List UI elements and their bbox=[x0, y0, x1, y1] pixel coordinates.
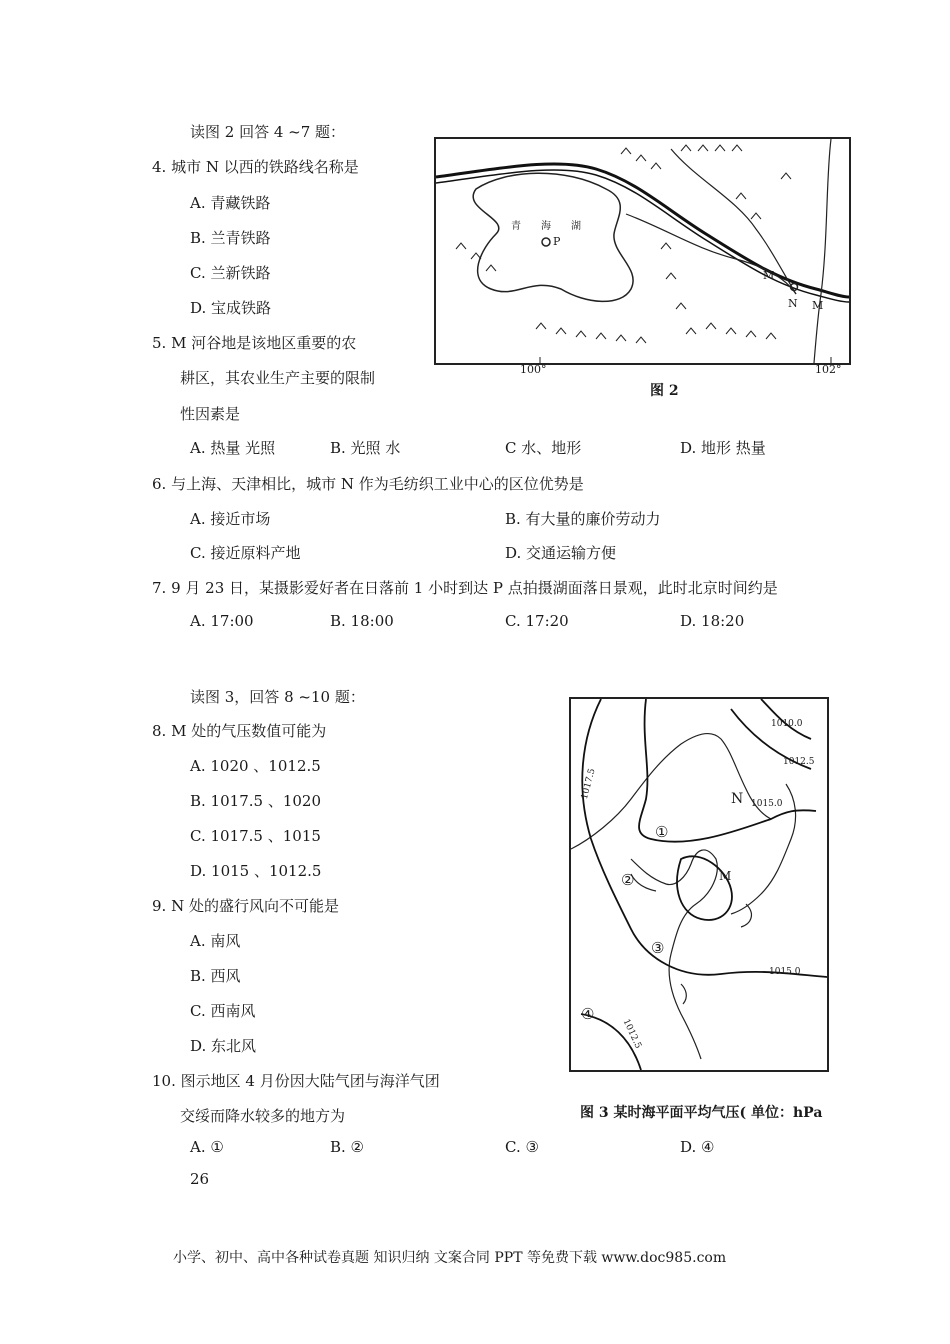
isobar-1015-loop bbox=[591, 839, 827, 977]
q4-option-b: B. 兰青铁路 bbox=[190, 229, 271, 247]
point-m-label: M bbox=[719, 869, 732, 883]
q5-option-a: A. 热量 光照 bbox=[190, 439, 276, 457]
isobar-label-1017.5: 1017.5 bbox=[579, 767, 598, 801]
q6-option-c: C. 接近原料产地 bbox=[190, 544, 301, 562]
q10-stem-line1: 10. 图示地区 4 月份因大陆气团与海洋气团 bbox=[152, 1072, 440, 1090]
q6-option-a: A. 接近市场 bbox=[190, 510, 271, 528]
q10-option-a: A. ① bbox=[190, 1138, 224, 1156]
lake-label-3: 湖 bbox=[571, 221, 581, 232]
q10-stem-line2: 交绥而降水较多的地方为 bbox=[180, 1107, 346, 1125]
river-tributary bbox=[671, 149, 796, 294]
city-n-label: N bbox=[788, 297, 798, 310]
river-m-label-2: M bbox=[812, 299, 824, 312]
lake-label-1: 青 bbox=[511, 221, 521, 232]
q7-option-c: C. 17:20 bbox=[505, 612, 569, 630]
q5-stem-line3: 性因素是 bbox=[180, 405, 241, 423]
figure3-map-drawing bbox=[571, 699, 827, 1070]
q8-option-d: D. 1015 、1012.5 bbox=[190, 862, 322, 880]
q8-stem: 8. M 处的气压数值可能为 bbox=[152, 722, 327, 740]
q5-option-d: D. 地形 热量 bbox=[680, 439, 766, 457]
region-3: ③ bbox=[651, 939, 665, 957]
region-4: ④ bbox=[581, 1005, 595, 1023]
longitude-100: 100° bbox=[520, 363, 547, 376]
figure2-map-drawing bbox=[436, 139, 849, 363]
q9-option-b: B. 西风 bbox=[190, 967, 241, 985]
isobar-m bbox=[677, 856, 732, 920]
q4-option-d: D. 宝成铁路 bbox=[190, 299, 272, 317]
isobar-label-1012.5-sw: 1012.5 bbox=[620, 1017, 643, 1051]
figure3-caption: 图 3 某时海平面平均气压( 单位：hPa bbox=[580, 1105, 823, 1121]
q9-option-c: C. 西南风 bbox=[190, 1002, 256, 1020]
figure2-caption: 图 2 bbox=[650, 383, 679, 399]
point-n-label: N bbox=[731, 791, 744, 807]
q5-stem-line2: 耕区，其农业生产主要的限制 bbox=[180, 369, 376, 387]
region-1: ① bbox=[655, 823, 669, 841]
river-m-label-1: M bbox=[763, 269, 775, 282]
q5-option-b: B. 光照 水 bbox=[330, 439, 401, 457]
figure2-map bbox=[434, 137, 851, 365]
q9-stem: 9. N 处的盛行风向不可能是 bbox=[152, 897, 339, 915]
river-east bbox=[814, 139, 831, 363]
q6-option-d: D. 交通运输方便 bbox=[505, 544, 617, 562]
isobar-label-1015-a: 1015.0 bbox=[751, 799, 783, 809]
q9-option-d: D. 东北风 bbox=[190, 1037, 257, 1055]
q7-stem: 7. 9 月 23 日，某摄影爱好者在日落前 1 小时到达 P 点拍摄湖面落日景观，此时北京时间约是 bbox=[152, 579, 778, 597]
q10-option-c: C. ③ bbox=[505, 1138, 539, 1156]
footer-text: 小学、初中、高中各种试卷真题 知识归纳 文案合同 PPT 等免费下载 www.doc985.com bbox=[173, 1250, 727, 1266]
section1-intro: 读图 2 回答 4 ~7 题： bbox=[190, 123, 346, 141]
isobars bbox=[581, 699, 827, 1070]
q7-option-b: B. 18:00 bbox=[330, 612, 394, 630]
isobar-label-1015-b: 1015.0 bbox=[769, 967, 801, 977]
q10-option-b: B. ② bbox=[330, 1138, 365, 1156]
section2-intro: 读图 3，回答 8 ~10 题： bbox=[190, 688, 365, 706]
coastline bbox=[571, 734, 796, 1059]
river-m bbox=[626, 214, 796, 294]
q5-stem-line1: 5. M 河谷地是该地区重要的农 bbox=[152, 334, 357, 352]
isobar-label-1010: 1010.0 bbox=[771, 719, 803, 729]
q10-option-d: D. ④ bbox=[680, 1138, 715, 1156]
point-p-marker bbox=[542, 238, 550, 246]
q6-stem: 6. 与上海、天津相比，城市 N 作为毛纺织工业中心的区位优势是 bbox=[152, 475, 584, 493]
q4-option-c: C. 兰新铁路 bbox=[190, 264, 271, 282]
isobar-label-1012.5-ne: 1012.5 bbox=[783, 757, 815, 767]
q6-option-b: B. 有大量的廉价劳动力 bbox=[505, 510, 661, 528]
q9-option-a: A. 南风 bbox=[190, 932, 241, 950]
q5-option-c: C 水、地形 bbox=[505, 439, 582, 457]
q8-option-a: A. 1020 、1012.5 bbox=[190, 757, 321, 775]
mountain-symbols bbox=[456, 145, 791, 343]
q8-option-c: C. 1017.5 、1015 bbox=[190, 827, 321, 845]
q4-option-a: A. 青藏铁路 bbox=[190, 194, 271, 212]
q7-option-d: D. 18:20 bbox=[680, 612, 745, 630]
point-p-label: P bbox=[553, 235, 561, 248]
q7-option-a: A. 17:00 bbox=[190, 612, 254, 630]
longitude-102: 102° bbox=[815, 363, 842, 376]
q4-stem: 4. 城市 N 以西的铁路线名称是 bbox=[152, 158, 359, 176]
q8-option-b: B. 1017.5 、1020 bbox=[190, 792, 321, 810]
region-2: ② bbox=[621, 871, 635, 889]
lake-label-2: 海 bbox=[541, 221, 551, 232]
figure3-map bbox=[569, 697, 829, 1072]
page-number: 26 bbox=[190, 1170, 210, 1188]
